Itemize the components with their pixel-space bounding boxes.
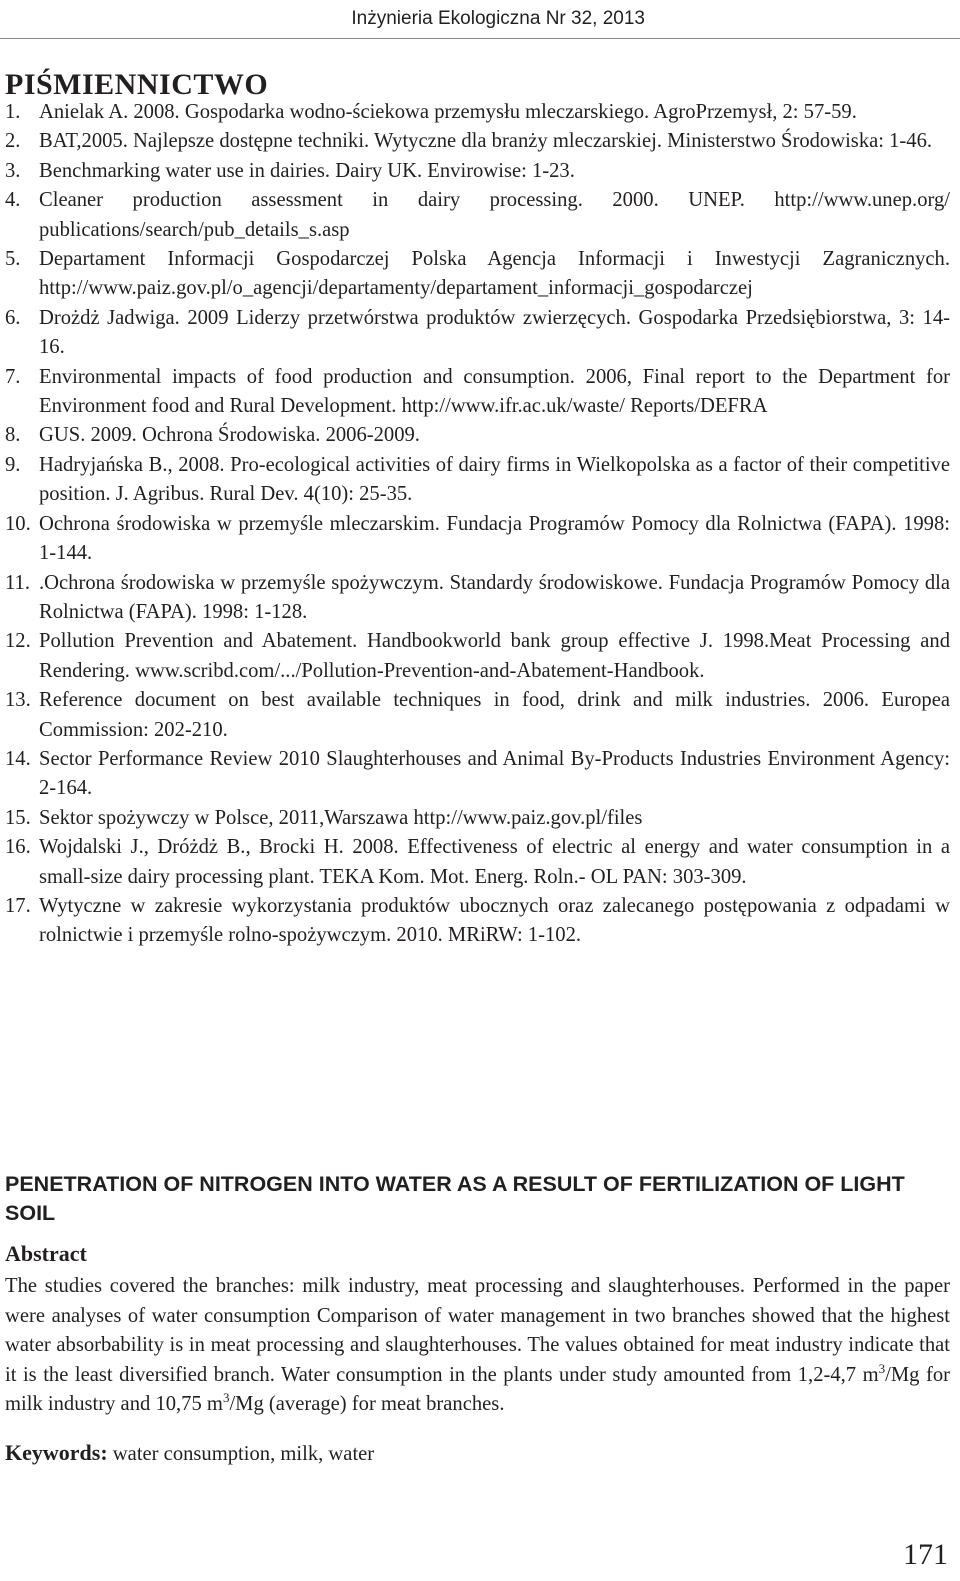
reference-item	[5, 833, 950, 892]
reference-text: Pollution Prevention and Abatement. Handbookworld bank group effective J. 1998.Meat Processing and Rendering. www.scribd.com/.../Pollution-Prevention-and-Abatement-Handbook.	[39, 630, 950, 682]
keywords	[5, 1440, 374, 1466]
reference-text: GUS. 2009. Ochrona Środowiska. 2006-2009.	[39, 424, 420, 447]
abstract-heading: Abstract	[5, 1241, 87, 1266]
reference-item	[5, 245, 950, 304]
reference-text: Reference document on best available techniques in food, drink and milk industries. 2006. Europea Commission: 202-210.	[39, 689, 950, 741]
reference-text: Hadryjańska B., 2008. Pro-ecological activities of dairy firms in Wielkopolska as a factor of their competitive position. J. Agribus. Rural Dev. 4(10): 25-35.	[39, 453, 950, 506]
reference-number: 5.	[5, 248, 21, 271]
reference-number: 11.	[5, 571, 30, 594]
reference-item	[5, 98, 950, 127]
reference-item	[5, 745, 950, 804]
reference-number: 9.	[5, 453, 21, 476]
reference-text: Drożdż Jadwiga. 2009 Liderzy przetwórstwa produktów zwierzęcych. Gospodarka Przedsiębiorstwa, 3: 14-16.	[39, 306, 950, 359]
reference-number: 3.	[5, 159, 21, 182]
section-title: PIŚMIENNICTWO	[5, 68, 269, 101]
reference-number: 7.	[5, 365, 21, 388]
reference-text: .Ochrona środowiska w przemyśle spożywczym. Standardy środowiskowe. Fundacja Programów Pomocy dla Rolnictwa (FAPA). 1998: 1-128.	[39, 571, 950, 623]
reference-number: 4.	[5, 189, 21, 212]
reference-item	[5, 892, 950, 951]
reference-text: Anielak A. 2008. Gospodarka wodno-ściekowa przemysłu mleczarskiego. AgroPrzemysł, 2: 57-59.	[39, 101, 857, 123]
reference-text: Ochrona środowiska w przemyśle mleczarskim. Fundacja Programów Pomocy dla Rolnictwa (FAPA). 1998: 1-144.	[39, 512, 950, 565]
paper-title: PENETRATION OF NITROGEN INTO WATER AS A RESULT OF FERTILIZATION OF LIGHT SOIL	[5, 1172, 905, 1225]
reference-item	[5, 127, 950, 156]
journal-header: Inżynieria Ekologiczna Nr 32, 2013	[351, 8, 645, 29]
reference-text: Sektor spożywczy w Polsce, 2011,Warszawa http://www.paiz.gov.pl/files	[39, 806, 643, 829]
reference-item	[5, 569, 950, 628]
reference-number: 15.	[5, 806, 31, 829]
reference-item	[5, 421, 950, 450]
reference-text: Sector Performance Review 2010 Slaughterhouses and Animal By-Products Industries Environment Agency: 2-164.	[39, 747, 950, 800]
reference-item	[5, 363, 950, 422]
reference-number: 14.	[5, 747, 31, 770]
reference-item	[5, 451, 950, 510]
reference-text: BAT,2005. Najlepsze dostępne techniki. Wytyczne dla branży mleczarskiej. Ministerstwo Środowiska: 1-46.	[39, 130, 933, 153]
reference-item	[5, 686, 950, 745]
abstract-text-2: /Mg for milk industry and 10,75 m	[5, 1363, 950, 1416]
reference-number: 6.	[5, 306, 21, 329]
keywords-text: water consumption, milk, water	[107, 1443, 375, 1465]
reference-item	[5, 304, 950, 363]
abstract-body	[5, 1272, 950, 1420]
reference-number: 16.	[5, 836, 31, 859]
reference-number: 1.	[5, 101, 21, 123]
reference-text: Departament Informacji Gospodarczej Polska Agencja Informacji i Inwestycji Zagranicznych. http://www.paiz.gov.pl/o_agencji/departamenty/departament_informacji_gospodarczej	[39, 248, 950, 300]
reference-item	[5, 186, 950, 245]
reference-text: Wytyczne w zakresie wykorzystania produktów ubocznych oraz zalecanego postępowania z odpadami w rolnictwie i przemyśle rolno-spożywczym. 2010. MRiRW: 1-102.	[39, 894, 950, 947]
reference-number: 8.	[5, 424, 21, 447]
reference-number: 12.	[5, 630, 31, 653]
superscript-3: 3	[222, 1390, 230, 1406]
reference-text: Wojdalski J., Dróżdż B., Brocki H. 2008. Effectiveness of electric al energy and water consumption in a small-size dairy processing plant. TEKA Kom. Mot. Energ. Roln.- OL PAN: 303-309.	[39, 836, 950, 888]
keywords-label: Keywords:	[5, 1440, 108, 1465]
reference-text: Cleaner production assessment in dairy processing. 2000. UNEP. http://www.unep.org/ publications/search/pub_details_s.asp	[39, 189, 950, 241]
superscript-3: 3	[878, 1360, 886, 1376]
reference-item	[5, 804, 950, 833]
reference-text: Environmental impacts of food production and consumption. 2006, Final report to the Department for Environment food and Rural Development. http://www.ifr.ac.uk/waste/ Reports/DEFRA	[39, 365, 950, 418]
reference-list	[5, 98, 950, 951]
reference-number: 13.	[5, 689, 31, 712]
reference-item	[5, 627, 950, 686]
page-number: 171	[903, 1538, 948, 1571]
reference-number: 17.	[5, 894, 31, 917]
reference-number: 2.	[5, 130, 21, 153]
reference-item	[5, 157, 950, 186]
reference-number: 10.	[5, 512, 31, 535]
abstract-text-3: /Mg (average) for meat branches.	[229, 1393, 505, 1416]
reference-text: Benchmarking water use in dairies. Dairy UK. Envirowise: 1-23.	[39, 159, 575, 182]
reference-item	[5, 510, 950, 569]
header-divider	[0, 38, 960, 39]
abstract-text-1: The studies covered the branches: milk industry, meat processing and slaughterhouses. Performed in the paper were analyses of water consumption Comparison of water management in two branches showed that the highest water absorbability is in meat processing and slaughterhouses. The values obtained for meat industry indicate that it is the least diversified branch. Water consumption in the plants under study amounted from 1,2-4,7 m	[5, 1275, 950, 1386]
